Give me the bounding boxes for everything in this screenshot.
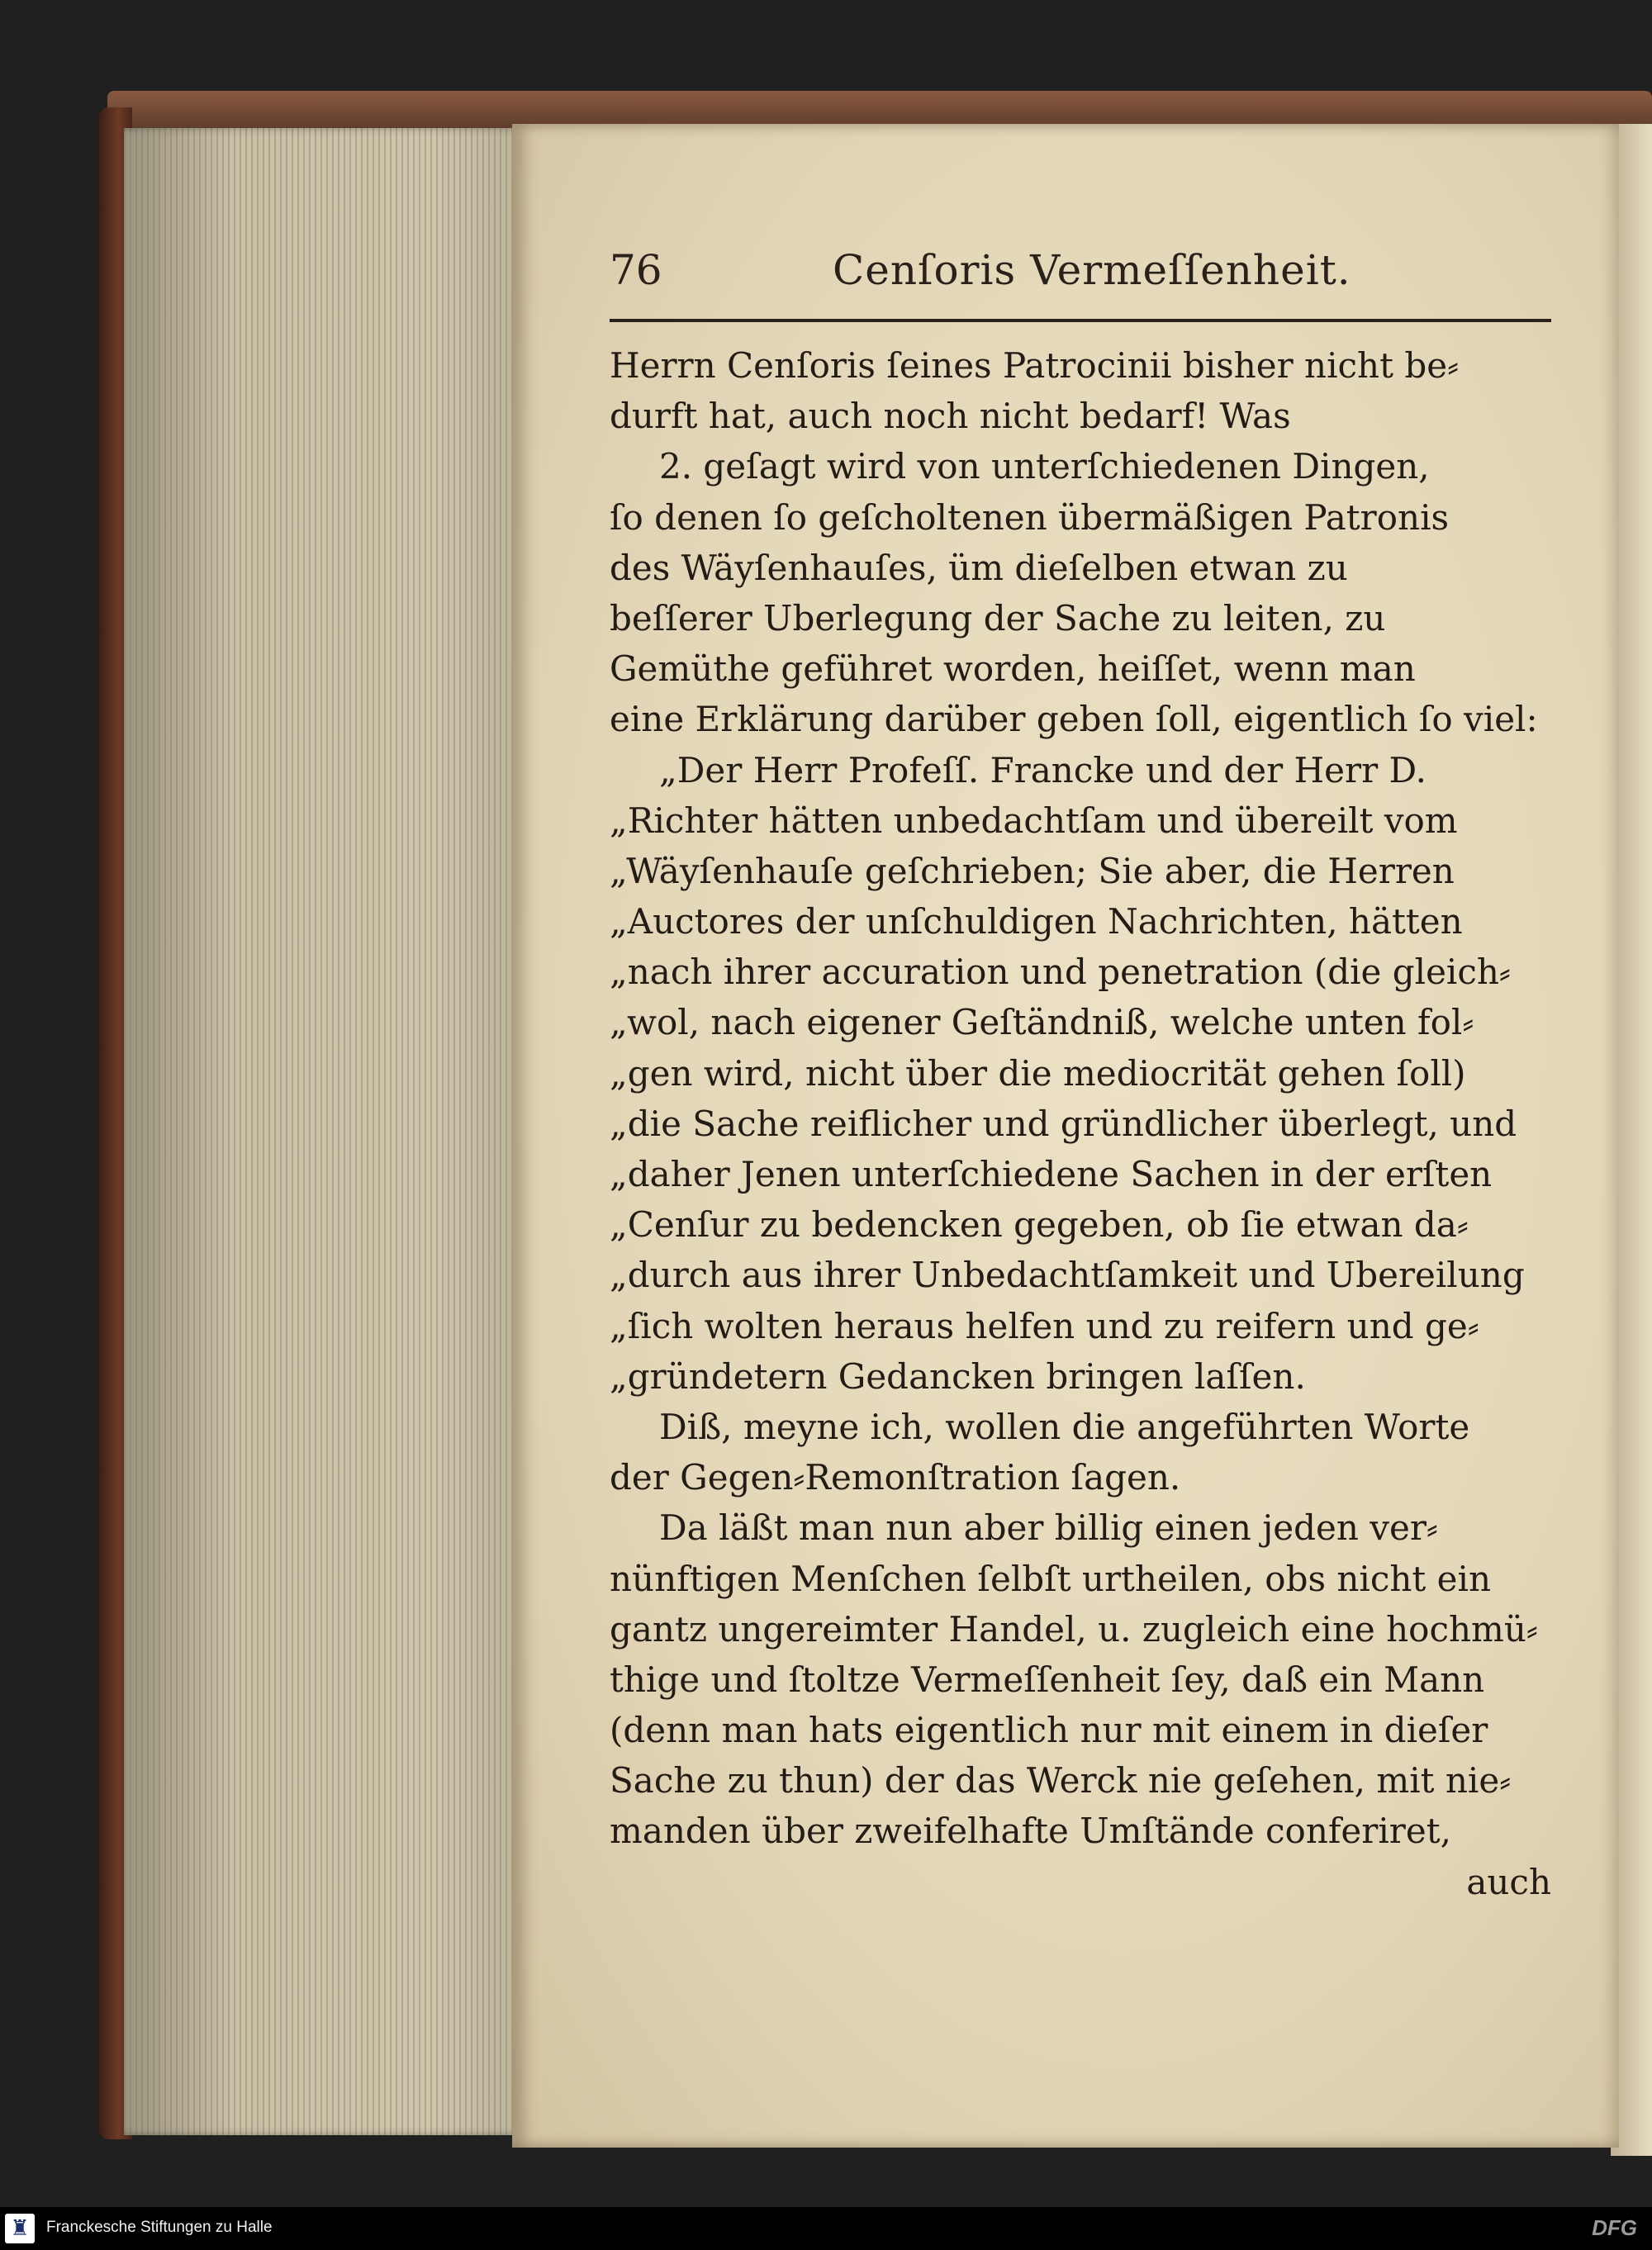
page-number: 76	[610, 246, 662, 294]
text-line: „wol, nach eigener Geſtändniß, welche unten fol⸗	[610, 1002, 1474, 1043]
page-block-edges	[124, 128, 562, 2135]
text-line: „Auctores der unſchuldigen Nachrichten, hätten	[610, 901, 1463, 942]
text-line: Diß, meyne ich, wollen die angeführten Worte	[659, 1406, 1470, 1447]
text-line: „Cenſur zu bedencken gegeben, ob ſie etwan da⸗	[610, 1204, 1469, 1246]
viewer-footer	[0, 2207, 1652, 2250]
text-line: ſo denen ſo geſcholtenen übermäßigen Patronis	[610, 496, 1450, 538]
text-line: 2. geſagt wird von unterſchiedenen Dingen,	[659, 446, 1430, 487]
text-line: gantz ungereimter Handel, u. zugleich eine hochmü⸗	[610, 1608, 1538, 1650]
text-line: „durch aus ihrer Unbedachtſamkeit und Ubereilung	[610, 1255, 1525, 1296]
book-page	[512, 124, 1619, 2148]
text-line: „die Sache reiflicher und gründlicher überlegt, und	[610, 1103, 1517, 1144]
header-rule	[610, 319, 1551, 322]
text-line: Gemüthe geführet worden, heiſſet, wenn man	[610, 648, 1416, 690]
text-line: (denn man hats eigentlich nur mit einem in dieſer	[610, 1710, 1488, 1751]
text-line: „Richter hätten unbedachtſam und übereilt vom	[610, 800, 1458, 841]
text-line: durft hat, auch noch nicht bedarf! Was	[610, 396, 1291, 437]
text-line: „daher Jenen unterſchiedene Sachen in der erſten	[610, 1154, 1493, 1194]
text-line: beſſerer Uberlegung der Sache zu leiten, zu	[610, 597, 1386, 638]
running-title: Cenſoris Vermeſſenheit.	[833, 246, 1351, 294]
text-line: nünftigen Menſchen ſelbſt urtheilen, obs nicht ein	[610, 1558, 1492, 1599]
text-line: eine Erklärung darüber geben ſoll, eigentlich ſo viel:	[610, 699, 1538, 740]
text-line: Herrn Cenſoris ſeines Patrocinii bisher nicht be⸗	[610, 345, 1460, 386]
text-line: manden über zweifelhafte Umſtände conferiret,	[610, 1811, 1451, 1852]
text-line: „nach ihrer accuration und penetration (die gleich⸗	[610, 952, 1511, 993]
book	[99, 91, 1652, 2172]
institution-name: Franckesche Stiftungen zu Halle	[46, 2219, 273, 2236]
page-text	[610, 340, 1551, 1907]
text-line: „Wäyſenhauſe geſchrieben; Sie aber, die Herren	[610, 850, 1455, 891]
text-line: „gen wird, nicht über die mediocrität gehen ſoll)	[610, 1052, 1466, 1094]
dfg-logo: DFG	[1592, 2215, 1637, 2240]
text-line: Sache zu thun) der das Werck nie geſehen, mit nie⸗	[610, 1760, 1512, 1801]
page-header	[610, 246, 1551, 312]
text-line: „Der Herr Profeſſ. Francke und der Herr D.	[659, 749, 1427, 790]
text-line: „ſich wolten heraus helfen und zu reifern und ge⸗	[610, 1305, 1479, 1346]
text-line: thige und ſtoltze Vermeſſenheit ſey, daß ein Mann	[610, 1659, 1485, 1700]
catchword: auch	[1466, 1861, 1551, 1902]
text-line: Da läßt man nun aber billig einen jeden ver⸗	[659, 1507, 1438, 1549]
text-line: der Gegen⸗Remonſtration ſagen.	[610, 1457, 1181, 1498]
text-line: „gründetern Gedancken bringen laſſen.	[610, 1355, 1306, 1397]
institution-logo-icon: ♜	[5, 2214, 35, 2243]
text-line: des Wäyſenhauſes, üm dieſelben etwan zu	[610, 547, 1348, 588]
